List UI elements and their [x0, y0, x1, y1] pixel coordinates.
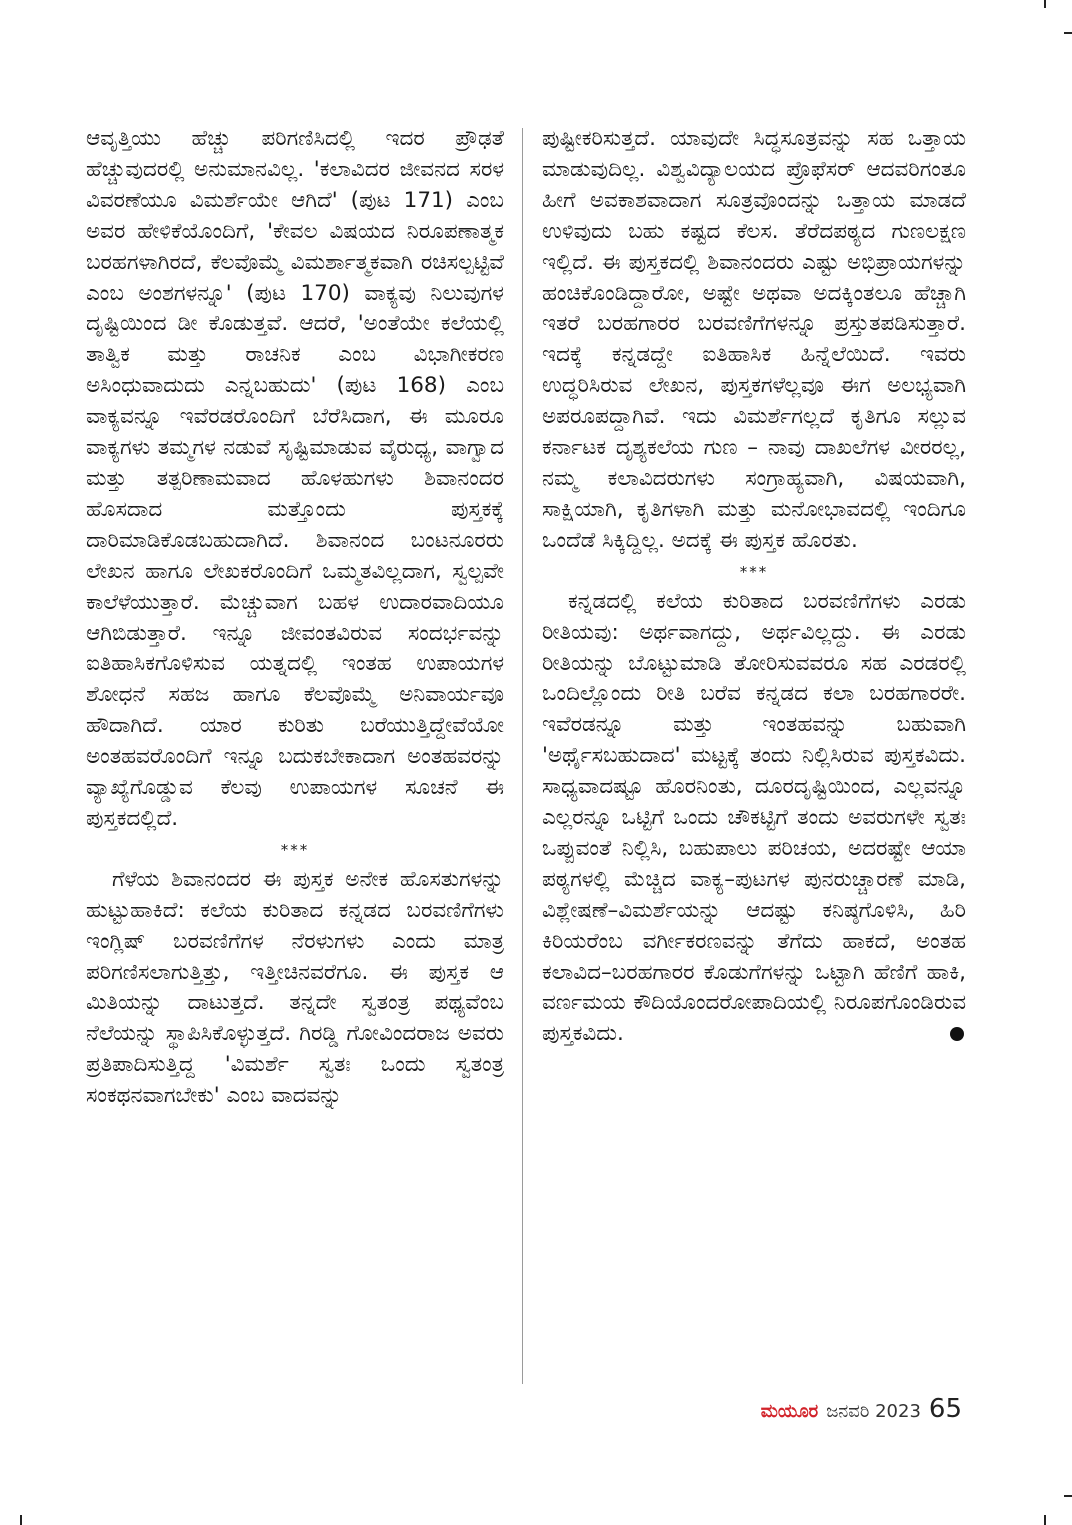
magazine-name: ಮಯೂರ	[760, 1401, 819, 1422]
article-column-right	[542, 124, 966, 1050]
crop-mark-bottom-right	[1044, 1515, 1046, 1525]
paragraph: ಗೆಳೆಯ ಶಿವಾನಂದರ ಈ ಪುಸ್ತಕ ಅನೇಕ ಹೊಸತುಗಳನ್ನು ಹುಟ್ಟುಹಾಕಿದೆ: ಕಲೆಯ ಕುರಿತಾದ ಕನ್ನಡದ ಬರವಣಿಗೆಗಳು ಇಂಗ್ಲಿಷ್ ಬರವಣಿಗೆಗಳ ನೆರಳುಗಳು ಎಂದು ಮಾತ್ರ ಪರಿಗಣಿಸಲಾಗುತ್ತಿತ್ತು, ಇತ್ತೀಚಿನವರೆಗೂ. ಈ ಪುಸ್ತಕ ಆ ಮಿತಿಯನ್ನು ದಾಟುತ್ತದೆ. ತನ್ನದೇ ಸ್ವತಂತ್ರ ಪಥ್ಯವೆಂಬ ನೆಲೆಯನ್ನು ಸ್ಥಾಪಿಸಿಕೊಳ್ಳುತ್ತದೆ. ಗಿರಡ್ಡಿ ಗೋವಿಂದರಾಜ ಅವರು ಪ್ರತಿಪಾದಿಸುತ್ತಿದ್ದ 'ವಿಮರ್ಶೆ ಸ್ವತಃ ಒಂದು ಸ್ವತಂತ್ರ ಸಂಕಥನವಾಗಬೇಕು' ಎಂಬ ವಾದವನ್ನು	[86, 866, 504, 1109]
article-column-left	[86, 124, 504, 1112]
issue-date: ಜನವರಿ 2023	[826, 1401, 921, 1422]
crop-mark-right-top	[1064, 32, 1072, 34]
crop-mark-bottom-left	[20, 1515, 22, 1525]
paragraph: ಆವೃತ್ತಿಯು ಹೆಚ್ಚು ಪರಿಗಣಿಸಿದಲ್ಲಿ ಇದರ ಪ್ರೌಢತೆ ಹೆಚ್ಚುವುದರಲ್ಲಿ ಅನುಮಾನವಿಲ್ಲ. 'ಕಲಾವಿದರ ಜೀವನದ ಸರಳ ವಿವರಣೆಯೂ ವಿಮರ್ಶೆಯೇ ಆಗಿದೆ' (ಪುಟ 171) ಎಂಬ ಅವರ ಹೇಳಿಕೆಯೊಂದಿಗೆ, 'ಕೇವಲ ವಿಷಯದ ನಿರೂಪಣಾತ್ಮಕ ಬರಹಗಳಾಗಿರದೆ, ಕೆಲವೊಮ್ಮೆ ವಿಮರ್ಶಾತ್ಮಕವಾಗಿ ರಚಿಸಲ್ಪಟ್ಟಿವೆ ಎಂಬ ಅಂಶಗಳನ್ನೂ' (ಪುಟ 170) ವಾಕ್ಯವು ನಿಲುವುಗಳ ದೃಷ್ಟಿಯಿಂದ ಡೀ ಕೊಡುತ್ತವೆ. ಆದರೆ, 'ಅಂತೆಯೇ ಕಲೆಯಲ್ಲಿ ತಾತ್ವಿಕ ಮತ್ತು ರಾಚನಿಕ ಎಂಬ ವಿಭಾಗೀಕರಣ ಅಸಿಂಧುವಾದುದು ಎನ್ನಬಹುದು' (ಪುಟ 168) ಎಂಬ ವಾಕ್ಯವನ್ನೂ ಇವೆರಡರೊಂದಿಗೆ ಬೆರೆಸಿದಾಗ, ಈ ಮೂರೂ ವಾಕ್ಯಗಳು ತಮ್ಮಗಳ ನಡುವೆ ಸೃಷ್ಟಿಮಾಡುವ ವೈರುಧ್ಯ, ವಾಗ್ವಾದ ಮತ್ತು ತತ್ಪರಿಣಾಮವಾದ ಹೊಳಹುಗಳು ಶಿವಾನಂದರ ಹೊಸದಾದ ಮತ್ತೊಂದು ಪುಸ್ತಕಕ್ಕೆ ದಾರಿಮಾಡಿಕೊಡಬಹುದಾಗಿದೆ. ಶಿವಾನಂದ ಬಂಟನೂರರು ಲೇಖನ ಹಾಗೂ ಲೇಖಕರೊಂದಿಗೆ ಒಮ್ಮತವಿಲ್ಲದಾಗ, ಸ್ವಲ್ಪವೇ ಕಾಲೆಳೆಯುತ್ತಾರೆ. ಮೆಚ್ಚುವಾಗ ಬಹಳ ಉದಾರವಾದಿಯೂ ಆಗಿಬಿಡುತ್ತಾರೆ. ಇನ್ನೂ ಜೀವಂತವಿರುವ ಸಂದರ್ಭವನ್ನು ಐತಿಹಾಸಿಕಗೊಳಿಸುವ ಯತ್ನದಲ್ಲಿ ಇಂತಹ ಉಪಾಯಗಳ ಶೋಧನೆ ಸಹಜ ಹಾಗೂ ಕೆಲವೊಮ್ಮೆ ಅನಿವಾರ್ಯವೂ ಹೌದಾಗಿದೆ. ಯಾರ ಕುರಿತು ಬರೆಯುತ್ತಿದ್ದೇವೆಯೋ ಅಂತಹವರೊಂದಿಗೆ ಇನ್ನೂ ಬದುಕಬೇಕಾದಾಗ ಅಂತಹವರನ್ನು ವ್ಯಾಖ್ಯೆಗೊಡ್ಡುವ ಕೆಲವು ಉಪಾಯಗಳ ಸೂಚನೆ ಈ ಪುಸ್ತಕದಲ್ಲಿದೆ.	[86, 126, 504, 831]
paragraph: ಪುಷ್ಟೀಕರಿಸುತ್ತದೆ. ಯಾವುದೇ ಸಿದ್ಧಸೂತ್ರವನ್ನು ಸಹ ಒತ್ತಾಯ ಮಾಡುವುದಿಲ್ಲ. ವಿಶ್ವವಿದ್ಯಾಲಯದ ಪ್ರೊಫೆಸರ್ ಆದವರಿಗಂತೂ ಹೀಗೆ ಅವಕಾಶವಾದಾಗ ಸೂತ್ರವೊಂದನ್ನು ಒತ್ತಾಯ ಮಾಡದೆ ಉಳಿವುದು ಬಹು ಕಷ್ಟದ ಕೆಲಸ. ತೆರೆದಪಠ್ಯದ ಗುಣಲಕ್ಷಣ ಇಲ್ಲಿದೆ. ಈ ಪುಸ್ತಕದಲ್ಲಿ ಶಿವಾನಂದರು ಎಷ್ಟು ಅಭಿಪ್ರಾಯಗಳನ್ನು ಹಂಚಿಕೊಂಡಿದ್ದಾರೋ, ಅಷ್ಟೇ ಅಥವಾ ಅದಕ್ಕಿಂತಲೂ ಹೆಚ್ಚಾಗಿ ಇತರೆ ಬರಹಗಾರರ ಬರವಣಿಗೆಗಳನ್ನೂ ಪ್ರಸ್ತುತಪಡಿಸುತ್ತಾರೆ. ಇದಕ್ಕೆ ಕನ್ನಡದ್ದೇ ಐತಿಹಾಸಿಕ ಹಿನ್ನೆಲೆಯಿದೆ. ಇವರು ಉದ್ಧರಿಸಿರುವ ಲೇಖನ, ಪುಸ್ತಕಗಳೆಲ್ಲವೂ ಈಗ ಅಲಭ್ಯವಾಗಿ ಅಪರೂಪದ್ದಾಗಿವೆ. ಇದು ವಿಮರ್ಶೆಗಲ್ಲದೆ ಕೃತಿಗೂ ಸಲ್ಲುವ ಕರ್ನಾಟಕ ದೃಶ್ಯಕಲೆಯ ಗುಣ – ನಾವು ದಾಖಲೆಗಳ ವೀರರಲ್ಲ, ನಮ್ಮ ಕಲಾವಿದರುಗಳು ಸಂಗ್ರಾಹ್ಯವಾಗಿ, ವಿಷಯವಾಗಿ, ಸಾಕ್ಷಿಯಾಗಿ, ಕೃತಿಗಳಾಗಿ ಮತ್ತು ಮನೋಭಾವದಲ್ಲಿ ಇಂದಿಗೂ ಒಂದೆಡೆ ಸಿಕ್ಕಿದ್ದಿಲ್ಲ. ಅದಕ್ಕೆ ಈ ಪುಸ್ತಕ ಹೊರತು.	[542, 126, 966, 553]
page-number: 65	[928, 1394, 962, 1424]
end-of-article-bullet-icon	[950, 1027, 964, 1041]
crop-mark-right-bottom	[1064, 1495, 1072, 1497]
page-footer	[761, 1394, 962, 1424]
section-separator: ***	[739, 562, 769, 581]
paragraph-final	[542, 587, 966, 1051]
crop-mark-top-right	[1044, 0, 1046, 8]
section-separator: ***	[280, 840, 310, 859]
paragraph-text: ಕನ್ನಡದಲ್ಲಿ ಕಲೆಯ ಕುರಿತಾದ ಬರವಣಿಗೆಗಳು ಎರಡು ರೀತಿಯವು: ಅರ್ಥವಾಗದ್ದು, ಅರ್ಥವಿಲ್ಲದ್ದು. ಈ ಎರಡು ರೀತಿಯನ್ನು ಬೊಟ್ಟುಮಾಡಿ ತೋರಿಸುವವರೂ ಸಹ ಎರಡರಲ್ಲಿ ಒಂದಿಲ್ಲೊಂದು ರೀತಿ ಬರೆವ ಕನ್ನಡದ ಕಲಾ ಬರಹಗಾರರೇ. ಇವೆರಡನ್ನೂ ಮತ್ತು ಇಂತಹವನ್ನು ಬಹುವಾಗಿ 'ಅರ್ಥೈಸಬಹುದಾದ' ಮಟ್ಟಕ್ಕೆ ತಂದು ನಿಲ್ಲಿಸಿರುವ ಪುಸ್ತಕವಿದು. ಸಾಧ್ಯವಾದಷ್ಟೂ ಹೊರನಿಂತು, ದೂರದೃಷ್ಟಿಯಿಂದ, ಎಲ್ಲವನ್ನೂ ಎಲ್ಲರನ್ನೂ ಒಟ್ಟಿಗೆ ಒಂದು ಚೌಕಟ್ಟಿಗೆ ತಂದು ಅವರುಗಳೇ ಸ್ವತಃ ಒಪ್ಪುವಂತೆ ನಿಲ್ಲಿಸಿ, ಬಹುಪಾಲು ಪರಿಚಯ, ಅದರಷ್ಟೇ ಆಯಾ ಪಠ್ಯಗಳಲ್ಲಿ ಮೆಚ್ಚಿದ ವಾಕ್ಯ–ಪುಟಗಳ ಪುನರುಚ್ಚಾರಣೆ ಮಾಡಿ, ವಿಶ್ಲೇಷಣೆ–ವಿಮರ್ಶೆಯನ್ನು ಆದಷ್ಟು ಕನಿಷ್ಠಗೊಳಿಸಿ, ಹಿರಿ ಕಿರಿಯರೆಂಬ ವರ್ಗೀಕರಣವನ್ನು ತೆಗೆದು ಹಾಕದೆ, ಅಂತಹ ಕಲಾವಿದ–ಬರಹಗಾರರ ಕೊಡುಗೆಗಳನ್ನು ಒಟ್ಟಾಗಿ ಹೆಣಿಗೆ ಹಾಕಿ, ವರ್ಣಮಯ ಕೌದಿಯೊಂದರೋಪಾದಿಯಲ್ಲಿ ನಿರೂಪಗೊಂಡಿರುವ ಪುಸ್ತಕವಿದು.	[542, 588, 966, 1047]
column-divider	[522, 128, 523, 1384]
